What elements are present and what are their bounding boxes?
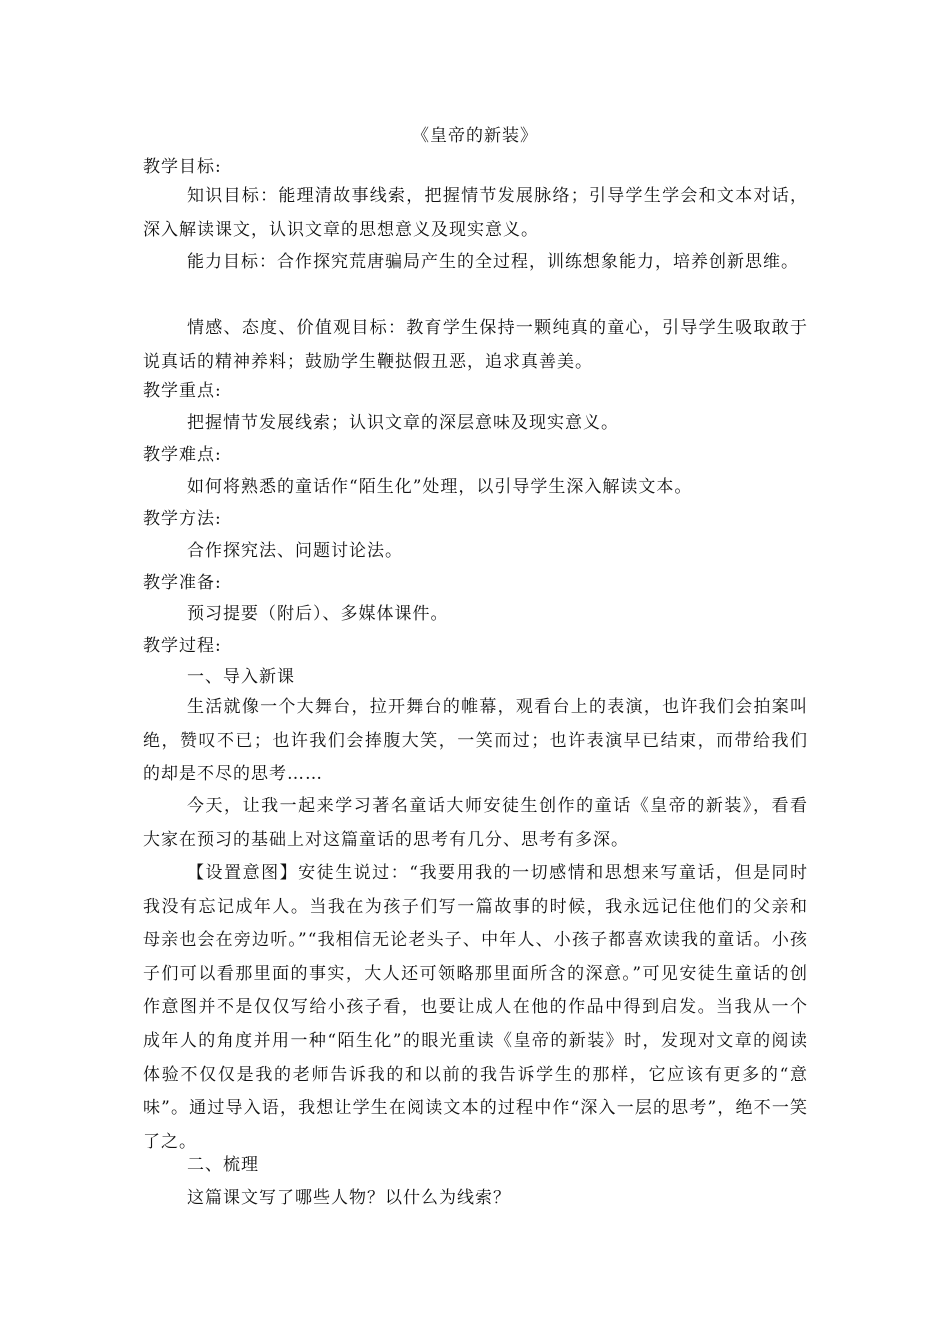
design-intent-paragraph: 【设置意图】安徒生说过：“我要用我的一切感情和思想来写童话，但是同时我没有忘记成年人。当我在为孩子们写一篇故事的时候，我永远记住他们的父亲和母亲也会在旁边听。”“我相信无论老头子、中年人、小孩子都喜欢读我的童话。小孩子们可以看那里面的事实，大人还可领略那里面所含的深意。”可见安徒生童话的创作意图并不是仅仅写给小孩子看，也要让成人在他的作品中得到启发。当我从一个成年人的角度并用一种“陌生化”的眼光重读《皇帝的新装》时，发现对文章的阅读体验不仅仅是我的老师告诉我的和以前的我告诉学生的那样，它应该有更多的“意味”。通过导入语，我想让学生在阅读文本的过程中作“深入一层的思考”，绝不一笑了之。 [143,863,808,1152]
method-text: 合作探究法、问题讨论法。 [187,541,403,561]
keypoints-heading: 教学重点: [143,381,222,401]
prep-text: 预习提要（附后）、多媒体课件。 [187,604,449,624]
question-text: 这篇课文写了哪些人物？以什么为线索？ [187,1188,511,1208]
difficulty-heading: 教学难点: [143,445,222,465]
keypoints-text: 把握情节发展线索；认识文章的深层意味及现实意义。 [187,413,619,433]
goal-emotion-paragraph: 情感、态度、价值观目标：教育学生保持一颗纯真的童心，引导学生吸取敢于说真话的精神养料；鼓励学生鞭挞假丑恶，追求真善美。 [143,318,808,372]
prep-heading: 教学准备: [143,573,222,593]
goals-heading: 教学目标: [143,157,222,177]
goal-ability-paragraph: 能力目标：合作探究荒唐骗局产生的全过程，训练想象能力，培养创新思维。 [187,252,799,272]
intro-paragraph-2: 今天，让我一起来学习著名童话大师安徒生创作的童话《皇帝的新装》，看看大家在预习的基础上对这篇童话的思考有几分、思考有多深。 [143,796,808,850]
difficulty-text: 如何将熟悉的童话作“陌生化”处理，以引导学生深入解读文本。 [187,477,693,497]
process-heading: 教学过程: [143,636,222,656]
intro-paragraph-1: 生活就像一个大舞台，拉开舞台的帷幕，观看台上的表演，也许我们会拍案叫绝，赞叹不已；也许我们会捧腹大笑，一笑而过；也许表演早已结束，而带给我们的却是不尽的思考…… [143,697,808,785]
section-1-heading: 一、导入新课 [187,667,295,687]
goal-knowledge-paragraph: 知识目标：能理清故事线索，把握情节发展脉络；引导学生学会和文本对话，深入解读课文，认识文章的思想意义及现实意义。 [143,186,808,240]
section-2-heading: 二、梳理 [187,1155,259,1175]
method-heading: 教学方法: [143,509,222,529]
document-title: 《皇帝的新装》 [412,126,538,146]
